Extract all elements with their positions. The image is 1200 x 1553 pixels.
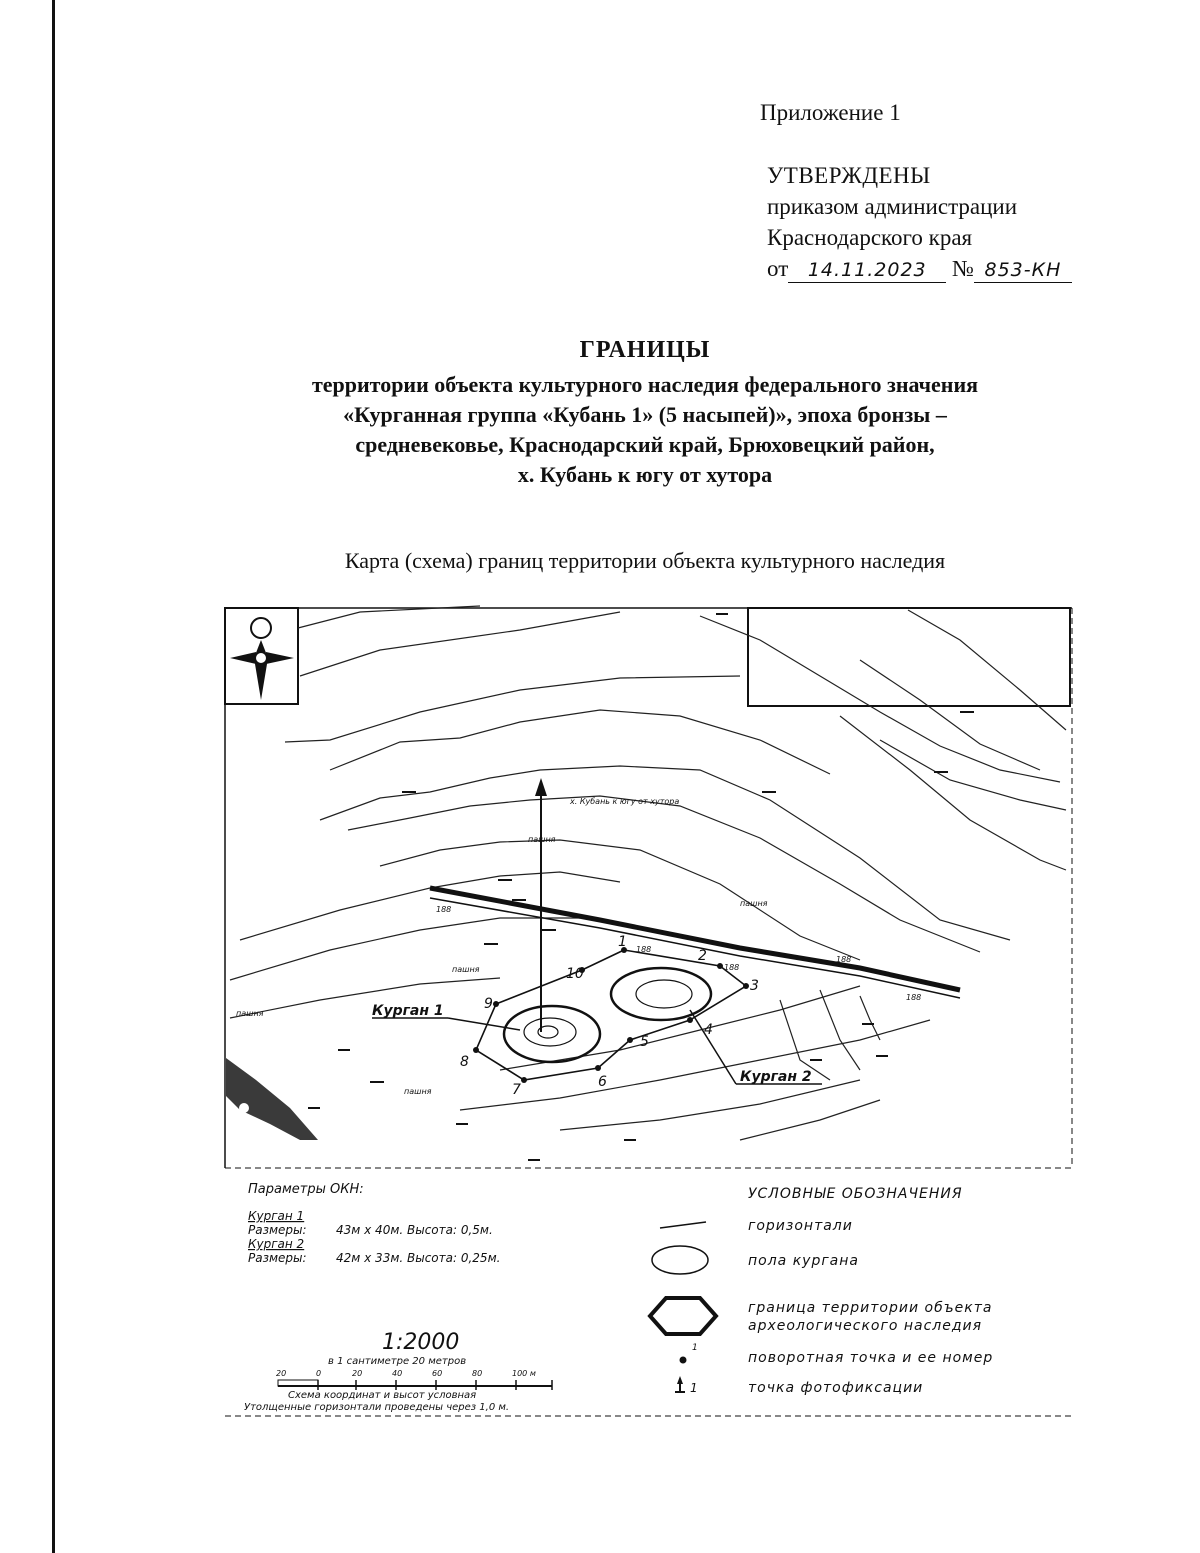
- field-label: пашня: [740, 899, 768, 908]
- scale-tick: 80: [472, 1369, 483, 1378]
- turn-point-label: 10: [566, 966, 584, 982]
- scale-tick: 20: [352, 1369, 363, 1378]
- kurgan2-label: Курган 2: [740, 1069, 812, 1085]
- turn-point-labels: [460, 934, 759, 1098]
- turn-point-label: 1: [618, 934, 627, 950]
- approval-date: 14.11.2023: [788, 258, 946, 283]
- scale-tick: 20: [276, 1369, 287, 1378]
- kurgan2-mound: [611, 968, 711, 1020]
- scale-tick: 100 м: [512, 1369, 536, 1378]
- contour-label: 188: [906, 993, 922, 1002]
- title-main: ГРАНИЦЫ: [579, 337, 711, 363]
- legend-heading: УСЛОВНЫЕ ОБОЗНАЧЕНИЯ: [748, 1186, 963, 1202]
- title-line1: территории объекта культурного наследия федерального значения: [311, 372, 979, 397]
- road: [430, 888, 960, 998]
- coords-note: Схема координат и высот условная: [288, 1390, 477, 1401]
- turn-point-label: 9: [484, 996, 493, 1012]
- from-prefix: от: [767, 256, 789, 281]
- approved-line1: приказом администрации: [767, 194, 1018, 219]
- contour-label: 188: [636, 945, 652, 954]
- legend-mound-icon: [652, 1246, 708, 1274]
- kurgan1-param-name: Курган 1: [248, 1209, 305, 1223]
- legend-boundary-icon: [650, 1298, 716, 1334]
- parameters-heading: Параметры ОКН:: [248, 1182, 364, 1197]
- turn-point-label: 2: [698, 948, 707, 964]
- kurgan1-label: Курган 1: [372, 1003, 444, 1019]
- kurgan1-mound: [504, 1006, 600, 1062]
- scale-block: [244, 1330, 552, 1413]
- approved-caps: УТВЕРЖДЕНЫ: [767, 163, 931, 188]
- title-line3: средневековье, Краснодарский край, Брюховецкий район,: [355, 432, 935, 457]
- legend-boundary-line2: археологического наследия: [748, 1318, 983, 1334]
- scale-bar: [278, 1380, 552, 1390]
- kurgan1-sizes-label: Размеры:: [248, 1223, 307, 1237]
- legend-contour-icon: [660, 1222, 706, 1228]
- legend-mound-base: пола кургана: [748, 1253, 859, 1269]
- scale-note: в 1 сантиметре 20 метров: [328, 1356, 467, 1367]
- turn-point-label: 3: [750, 978, 759, 994]
- survey-arrow: [535, 778, 547, 1032]
- legend-point-number: 1: [692, 1343, 698, 1353]
- scale-ratio: 1:2000: [382, 1330, 460, 1355]
- field-label: пашня: [452, 965, 480, 974]
- number-sign: №: [952, 256, 974, 281]
- title-line2: «Курганная группа «Кубань 1» (5 насыпей)», эпоха бронзы –: [343, 402, 947, 427]
- legend: [650, 1186, 993, 1396]
- turn-point-label: 7: [512, 1082, 521, 1098]
- title-line4: х. Кубань к югу от хутора: [517, 462, 773, 487]
- map-subtitle: Карта (схема) границ территории объекта культурного наследия: [344, 548, 946, 573]
- turn-points: [473, 947, 749, 1083]
- contour-label: 188: [724, 963, 740, 972]
- turn-point-label: 5: [640, 1034, 649, 1050]
- approval-number: 853-КН: [974, 258, 1072, 283]
- turn-point-label: 8: [460, 1054, 469, 1070]
- legend-boundary-line1: граница территории объекта: [748, 1300, 993, 1316]
- legend-photo-point: точка фотофиксации: [748, 1380, 924, 1396]
- legend-turn-point: поворотная точка и ее номер: [748, 1350, 994, 1366]
- legend-photo-mark: 1: [690, 1381, 698, 1395]
- scale-tick: 40: [392, 1369, 403, 1378]
- kurgan1-sizes: 43м х 40м. Высота: 0,5м.: [336, 1223, 493, 1237]
- parameters-block: [248, 1182, 500, 1265]
- field-label: пашня: [528, 835, 556, 844]
- appendix-label: Приложение 1: [760, 100, 901, 125]
- field-label: пашня: [404, 1087, 432, 1096]
- turn-point-label: 4: [704, 1022, 713, 1038]
- turn-point-label: 6: [598, 1074, 607, 1090]
- kurgan2-sizes: 42м х 33м. Высота: 0,25м.: [336, 1251, 501, 1265]
- contour-label: 188: [836, 955, 852, 964]
- contour-label: 188: [436, 905, 452, 914]
- map-dark-patch: [226, 1058, 318, 1140]
- legend-point-icon: [680, 1357, 687, 1364]
- settlement-label: х. Кубань к югу от хутора: [570, 797, 680, 806]
- north-arrow-icon: [225, 608, 298, 704]
- legend-photo-icon: [675, 1376, 685, 1392]
- scale-tick: 0: [316, 1369, 322, 1378]
- scale-tick: 60: [432, 1369, 443, 1378]
- kurgan2-param-name: Курган 2: [248, 1237, 305, 1251]
- approved-line2: Краснодарского края: [767, 225, 973, 250]
- legend-contours: горизонтали: [748, 1218, 853, 1234]
- contour-note: Утолщенные горизонтали проведены через 1,0 м.: [244, 1402, 510, 1413]
- field-label: пашня: [236, 1009, 264, 1018]
- kurgan2-sizes-label: Размеры:: [248, 1251, 307, 1265]
